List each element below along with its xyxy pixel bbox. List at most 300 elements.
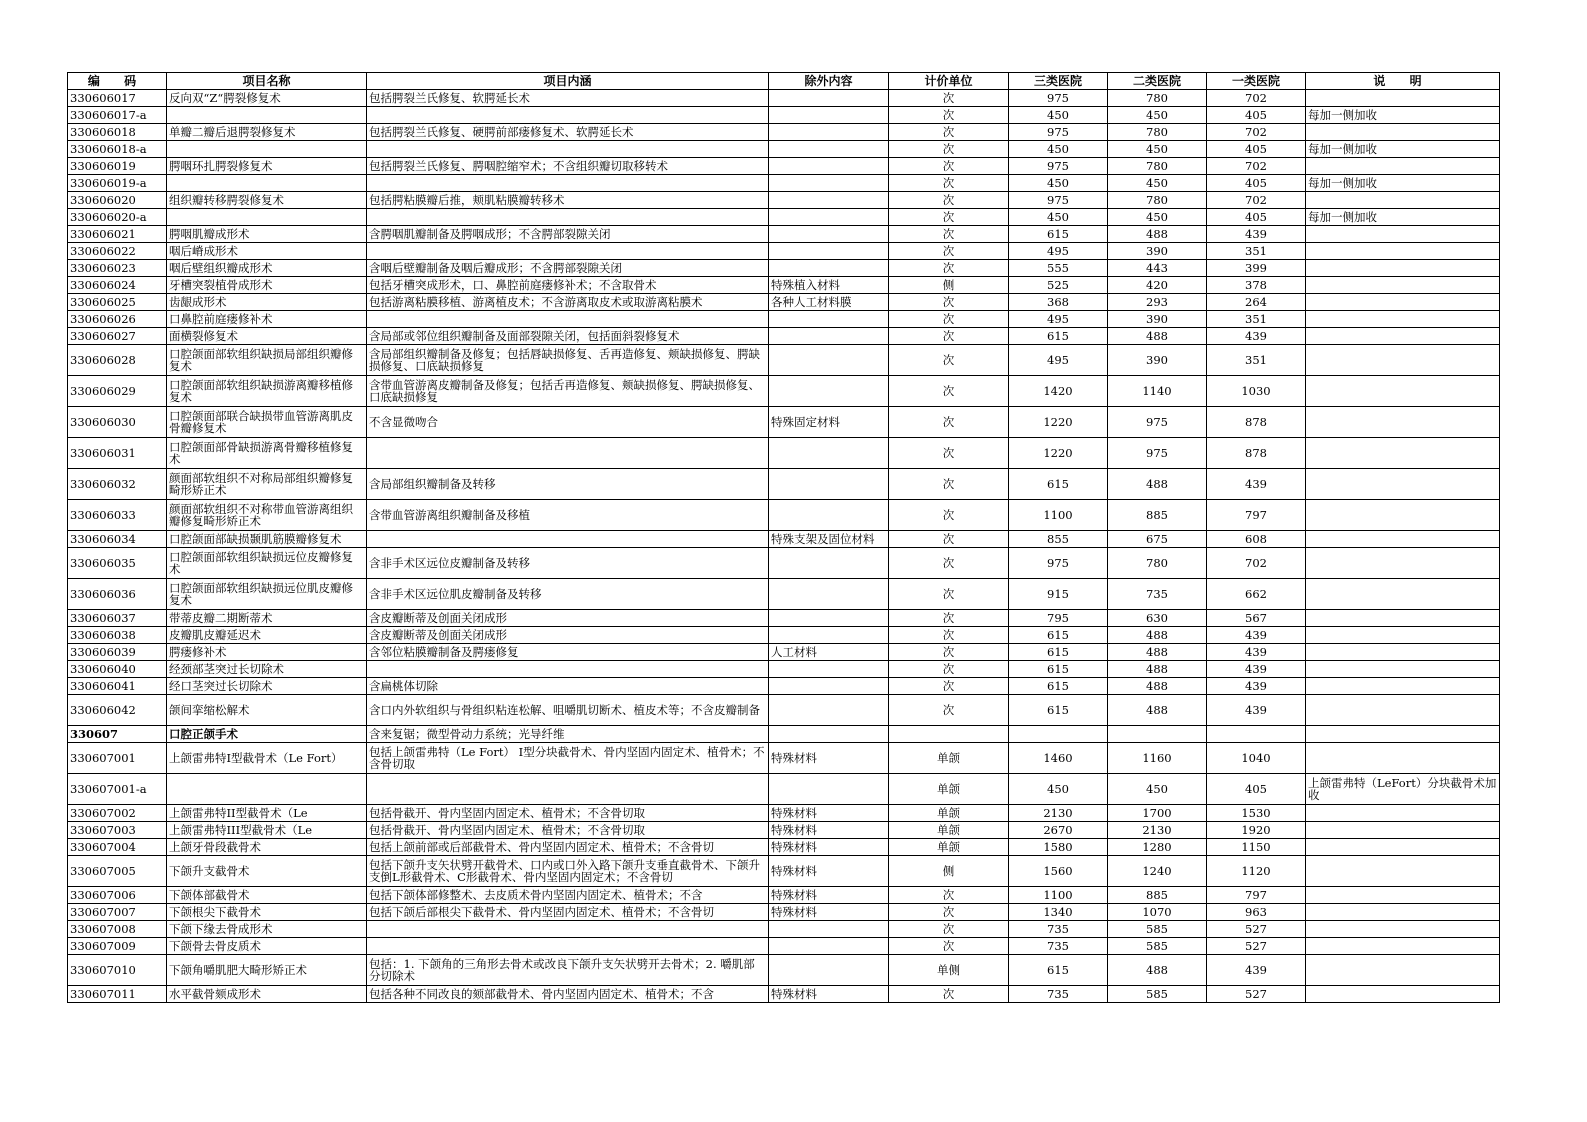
cell-price-class3: 1340 bbox=[1009, 904, 1108, 921]
table-row bbox=[68, 294, 1500, 311]
cell-price-class2: 488 bbox=[1108, 678, 1207, 695]
cell-code: 330607004 bbox=[68, 839, 167, 856]
cell-unit: 次 bbox=[889, 141, 1009, 158]
cell-note: 每加一侧加收 bbox=[1306, 141, 1500, 158]
cell-price-class1: 405 bbox=[1207, 774, 1306, 805]
cell-name: 口腔颌面部联合缺损带血管游离肌皮骨瓣修复术 bbox=[167, 407, 367, 438]
cell-price-class1: 963 bbox=[1207, 904, 1306, 921]
header-code: 编 码 bbox=[68, 73, 167, 90]
cell-price-class2: 443 bbox=[1108, 260, 1207, 277]
cell-code: 330606039 bbox=[68, 644, 167, 661]
cell-price-class1: 378 bbox=[1207, 277, 1306, 294]
cell-price-class1: 797 bbox=[1207, 887, 1306, 904]
cell-price-class2: 780 bbox=[1108, 192, 1207, 209]
cell-price-class1: 702 bbox=[1207, 192, 1306, 209]
cell-note bbox=[1306, 839, 1500, 856]
table-row bbox=[68, 661, 1500, 678]
cell-unit: 次 bbox=[889, 124, 1009, 141]
table-row bbox=[68, 887, 1500, 904]
cell-unit: 次 bbox=[889, 192, 1009, 209]
cell-unit: 次 bbox=[889, 294, 1009, 311]
cell-code: 330606020 bbox=[68, 192, 167, 209]
cell-exclude: 特殊材料 bbox=[769, 986, 889, 1003]
cell-price-class1: 439 bbox=[1207, 469, 1306, 500]
cell-price-class3: 735 bbox=[1009, 986, 1108, 1003]
cell-note bbox=[1306, 192, 1500, 209]
cell-content: 包括上颌前部或后部截骨术、骨内坚固内固定术、植骨术；不含骨切 bbox=[367, 839, 769, 856]
cell-name: 单瓣二瓣后退腭裂修复术 bbox=[167, 124, 367, 141]
cell-name: 口腔正颌手术 bbox=[167, 726, 367, 743]
cell-price-class1: 264 bbox=[1207, 294, 1306, 311]
cell-unit: 次 bbox=[889, 438, 1009, 469]
cell-note: 每加一侧加收 bbox=[1306, 107, 1500, 124]
cell-code: 330606033 bbox=[68, 500, 167, 531]
cell-price-class3: 2670 bbox=[1009, 822, 1108, 839]
cell-exclude bbox=[769, 500, 889, 531]
cell-code: 330606027 bbox=[68, 328, 167, 345]
cell-code: 330606022 bbox=[68, 243, 167, 260]
cell-name: 经颈部茎突过长切除术 bbox=[167, 661, 367, 678]
cell-price-class2: 450 bbox=[1108, 107, 1207, 124]
cell-exclude bbox=[769, 209, 889, 226]
cell-price-class3: 1580 bbox=[1009, 839, 1108, 856]
cell-content: 不含显微吻合 bbox=[367, 407, 769, 438]
cell-name: 口腔颌面部软组织缺损游离瓣移植修复术 bbox=[167, 376, 367, 407]
cell-price-class2: 488 bbox=[1108, 644, 1207, 661]
cell-price-class1: 439 bbox=[1207, 955, 1306, 986]
cell-price-class2: 390 bbox=[1108, 243, 1207, 260]
cell-unit: 次 bbox=[889, 921, 1009, 938]
cell-note bbox=[1306, 90, 1500, 107]
cell-price-class1: 439 bbox=[1207, 644, 1306, 661]
cell-content bbox=[367, 438, 769, 469]
cell-price-class2: 780 bbox=[1108, 124, 1207, 141]
cell-note bbox=[1306, 955, 1500, 986]
cell-price-class1: 439 bbox=[1207, 678, 1306, 695]
cell-exclude: 特殊固定材料 bbox=[769, 407, 889, 438]
cell-code: 330607003 bbox=[68, 822, 167, 839]
cell-exclude: 特殊材料 bbox=[769, 856, 889, 887]
cell-name: 下颌根尖下截骨术 bbox=[167, 904, 367, 921]
table-row bbox=[68, 124, 1500, 141]
cell-note bbox=[1306, 328, 1500, 345]
cell-exclude bbox=[769, 579, 889, 610]
cell-content: 含局部组织瓣制备及修复；包括唇缺损修复、舌再造修复、颊缺损修复、腭缺损修复、口底缺损修复 bbox=[367, 345, 769, 376]
cell-price-class1: 702 bbox=[1207, 124, 1306, 141]
cell-unit: 单侧 bbox=[889, 955, 1009, 986]
cell-name: 齿龈成形术 bbox=[167, 294, 367, 311]
cell-name bbox=[167, 141, 367, 158]
cell-price-class3: 795 bbox=[1009, 610, 1108, 627]
cell-content: 包括腭裂兰氏修复、腭咽腔缩窄术；不含组织瓣切取移转术 bbox=[367, 158, 769, 175]
cell-price-class3: 450 bbox=[1009, 107, 1108, 124]
cell-note bbox=[1306, 579, 1500, 610]
cell-name: 经口茎突过长切除术 bbox=[167, 678, 367, 695]
table-row bbox=[68, 644, 1500, 661]
cell-content bbox=[367, 531, 769, 548]
cell-code: 330607007 bbox=[68, 904, 167, 921]
header-exclude: 除外内容 bbox=[769, 73, 889, 90]
cell-exclude: 特殊材料 bbox=[769, 805, 889, 822]
cell-unit: 次 bbox=[889, 260, 1009, 277]
cell-code: 330607009 bbox=[68, 938, 167, 955]
cell-exclude: 特殊材料 bbox=[769, 743, 889, 774]
table-row bbox=[68, 548, 1500, 579]
cell-code: 330607006 bbox=[68, 887, 167, 904]
cell-content: 含咽后壁瓣制备及咽后瓣成形；不含腭部裂隙关闭 bbox=[367, 260, 769, 277]
cell-unit: 次 bbox=[889, 175, 1009, 192]
cell-content: 含局部或邻位组织瓣制备及面部裂隙关闭，包括面斜裂修复术 bbox=[367, 328, 769, 345]
cell-unit: 单颌 bbox=[889, 743, 1009, 774]
cell-price-class2: 675 bbox=[1108, 531, 1207, 548]
cell-exclude bbox=[769, 774, 889, 805]
table-row bbox=[68, 141, 1500, 158]
cell-name bbox=[167, 107, 367, 124]
cell-note bbox=[1306, 644, 1500, 661]
cell-unit: 次 bbox=[889, 107, 1009, 124]
cell-code: 330606042 bbox=[68, 695, 167, 726]
cell-price-class2: 488 bbox=[1108, 328, 1207, 345]
cell-price-class2: 780 bbox=[1108, 90, 1207, 107]
cell-content: 包括各种不同改良的颏部截骨术、骨内坚固内固定术、植骨术；不含 bbox=[367, 986, 769, 1003]
cell-name: 组织瓣转移腭裂修复术 bbox=[167, 192, 367, 209]
cell-price-class1: 702 bbox=[1207, 548, 1306, 579]
cell-unit: 次 bbox=[889, 644, 1009, 661]
cell-price-class2: 780 bbox=[1108, 158, 1207, 175]
cell-exclude: 特殊材料 bbox=[769, 887, 889, 904]
cell-exclude bbox=[769, 260, 889, 277]
cell-unit: 次 bbox=[889, 226, 1009, 243]
cell-price-class1: 878 bbox=[1207, 407, 1306, 438]
cell-name: 口腔颌面部软组织缺损局部组织瓣修复术 bbox=[167, 345, 367, 376]
cell-content: 包括下颌后部根尖下截骨术、骨内坚固内固定术、植骨术；不含骨切 bbox=[367, 904, 769, 921]
table-row bbox=[68, 986, 1500, 1003]
cell-code: 330606032 bbox=[68, 469, 167, 500]
cell-content bbox=[367, 175, 769, 192]
cell-price-class2: 585 bbox=[1108, 986, 1207, 1003]
cell-name: 皮瓣肌皮瓣延迟术 bbox=[167, 627, 367, 644]
cell-code: 330606029 bbox=[68, 376, 167, 407]
cell-note bbox=[1306, 531, 1500, 548]
cell-exclude bbox=[769, 243, 889, 260]
cell-content: 包括上颌雷弗特（Le Fort） I型分块截骨术、骨内坚固内固定术、植骨术；不含骨切取 bbox=[367, 743, 769, 774]
cell-code: 330606020-a bbox=[68, 209, 167, 226]
cell-code: 330607011 bbox=[68, 986, 167, 1003]
cell-content bbox=[367, 938, 769, 955]
cell-name: 牙槽突裂植骨成形术 bbox=[167, 277, 367, 294]
cell-price-class1: 405 bbox=[1207, 107, 1306, 124]
cell-content: 含带血管游离皮瓣制备及修复；包括舌再造修复、颊缺损修复、腭缺损修复、口底缺损修复 bbox=[367, 376, 769, 407]
cell-code: 330606019 bbox=[68, 158, 167, 175]
cell-price-class2: 450 bbox=[1108, 209, 1207, 226]
cell-content: 包括腭裂兰氏修复、软腭延长术 bbox=[367, 90, 769, 107]
cell-code: 330607001-a bbox=[68, 774, 167, 805]
cell-price-class3: 525 bbox=[1009, 277, 1108, 294]
cell-exclude bbox=[769, 955, 889, 986]
cell-exclude bbox=[769, 661, 889, 678]
cell-unit: 次 bbox=[889, 345, 1009, 376]
cell-exclude bbox=[769, 107, 889, 124]
table-row bbox=[68, 955, 1500, 986]
cell-content: 包括骨截开、骨内坚固内固定术、植骨术；不含骨切取 bbox=[367, 822, 769, 839]
table-row bbox=[68, 328, 1500, 345]
cell-content: 含口内外软组织与骨组织粘连松解、咀嚼肌切断术、植皮术等；不含皮瓣制备 bbox=[367, 695, 769, 726]
cell-price-class1: 405 bbox=[1207, 209, 1306, 226]
cell-name: 颜面部软组织不对称带血管游离组织瓣修复畸形矫正术 bbox=[167, 500, 367, 531]
cell-note bbox=[1306, 661, 1500, 678]
cell-price-class3: 495 bbox=[1009, 311, 1108, 328]
cell-price-class1: 567 bbox=[1207, 610, 1306, 627]
cell-price-class2: 1160 bbox=[1108, 743, 1207, 774]
cell-name: 口鼻腔前庭瘘修补术 bbox=[167, 311, 367, 328]
cell-exclude bbox=[769, 124, 889, 141]
cell-price-class1: 878 bbox=[1207, 438, 1306, 469]
cell-price-class2: 488 bbox=[1108, 661, 1207, 678]
cell-unit: 次 bbox=[889, 904, 1009, 921]
cell-price-class3 bbox=[1009, 726, 1108, 743]
cell-price-class3: 615 bbox=[1009, 644, 1108, 661]
cell-price-class2: 1070 bbox=[1108, 904, 1207, 921]
cell-name: 上颌雷弗特I型截骨术（Le Fort） bbox=[167, 743, 367, 774]
cell-price-class3: 495 bbox=[1009, 243, 1108, 260]
cell-name: 口腔颌面部骨缺损游离骨瓣移植修复术 bbox=[167, 438, 367, 469]
cell-name: 上颌牙骨段截骨术 bbox=[167, 839, 367, 856]
cell-price-class3: 495 bbox=[1009, 345, 1108, 376]
table-row bbox=[68, 531, 1500, 548]
cell-price-class3: 450 bbox=[1009, 141, 1108, 158]
cell-note bbox=[1306, 226, 1500, 243]
cell-note bbox=[1306, 856, 1500, 887]
cell-content: 包括：1. 下颌角的三角形去骨术或改良下颌升支矢状劈开去骨术；2. 嚼肌部分切除术 bbox=[367, 955, 769, 986]
section-row bbox=[68, 726, 1500, 743]
cell-name: 下颌体部截骨术 bbox=[167, 887, 367, 904]
cell-code: 330606018 bbox=[68, 124, 167, 141]
cell-name: 水平截骨颏成形术 bbox=[167, 986, 367, 1003]
cell-exclude bbox=[769, 311, 889, 328]
cell-note bbox=[1306, 743, 1500, 774]
header-row bbox=[68, 73, 1500, 90]
cell-name: 颜面部软组织不对称局部组织瓣修复畸形矫正术 bbox=[167, 469, 367, 500]
cell-price-class1: 527 bbox=[1207, 921, 1306, 938]
cell-note bbox=[1306, 260, 1500, 277]
cell-price-class3: 975 bbox=[1009, 192, 1108, 209]
cell-unit: 次 bbox=[889, 243, 1009, 260]
table-row bbox=[68, 277, 1500, 294]
cell-price-class1: 1040 bbox=[1207, 743, 1306, 774]
cell-price-class2: 780 bbox=[1108, 548, 1207, 579]
cell-exclude bbox=[769, 726, 889, 743]
table-row bbox=[68, 226, 1500, 243]
cell-exclude bbox=[769, 345, 889, 376]
cell-note bbox=[1306, 887, 1500, 904]
cell-price-class2: 488 bbox=[1108, 226, 1207, 243]
table-row bbox=[68, 627, 1500, 644]
cell-price-class2: 450 bbox=[1108, 141, 1207, 158]
cell-content bbox=[367, 141, 769, 158]
cell-name: 上颌雷弗特III型截骨术（Le bbox=[167, 822, 367, 839]
cell-code: 330606036 bbox=[68, 579, 167, 610]
cell-price-class3: 975 bbox=[1009, 548, 1108, 579]
header-price-class1: 一类医院 bbox=[1207, 73, 1306, 90]
cell-exclude bbox=[769, 141, 889, 158]
cell-name: 下颌骨去骨皮质术 bbox=[167, 938, 367, 955]
cell-code: 330607001 bbox=[68, 743, 167, 774]
table-row bbox=[68, 345, 1500, 376]
cell-unit: 次 bbox=[889, 500, 1009, 531]
cell-price-class3: 450 bbox=[1009, 774, 1108, 805]
cell-code: 330606030 bbox=[68, 407, 167, 438]
cell-code: 330606028 bbox=[68, 345, 167, 376]
cell-note bbox=[1306, 438, 1500, 469]
cell-note bbox=[1306, 243, 1500, 260]
header-unit: 计价单位 bbox=[889, 73, 1009, 90]
cell-price-class2: 735 bbox=[1108, 579, 1207, 610]
cell-unit: 次 bbox=[889, 531, 1009, 548]
cell-content: 包括腭裂兰氏修复、硬腭前部瘘修复术、软腭延长术 bbox=[367, 124, 769, 141]
cell-note bbox=[1306, 726, 1500, 743]
cell-price-class3: 1100 bbox=[1009, 500, 1108, 531]
cell-unit: 单颌 bbox=[889, 805, 1009, 822]
cell-content: 含皮瓣断蒂及创面关闭成形 bbox=[367, 610, 769, 627]
table-row bbox=[68, 90, 1500, 107]
cell-unit: 次 bbox=[889, 938, 1009, 955]
cell-exclude: 特殊植入材料 bbox=[769, 277, 889, 294]
cell-price-class1: 702 bbox=[1207, 158, 1306, 175]
cell-exclude bbox=[769, 678, 889, 695]
table-row bbox=[68, 243, 1500, 260]
cell-unit: 次 bbox=[889, 579, 1009, 610]
cell-price-class1: 351 bbox=[1207, 345, 1306, 376]
table-row bbox=[68, 938, 1500, 955]
cell-code: 330606026 bbox=[68, 311, 167, 328]
cell-price-class3: 615 bbox=[1009, 678, 1108, 695]
cell-exclude bbox=[769, 226, 889, 243]
cell-note bbox=[1306, 678, 1500, 695]
cell-content bbox=[367, 243, 769, 260]
cell-content bbox=[367, 921, 769, 938]
cell-price-class1: 405 bbox=[1207, 141, 1306, 158]
cell-price-class1: 439 bbox=[1207, 226, 1306, 243]
cell-price-class2: 488 bbox=[1108, 627, 1207, 644]
cell-note bbox=[1306, 407, 1500, 438]
cell-unit: 次 bbox=[889, 158, 1009, 175]
cell-code: 330606031 bbox=[68, 438, 167, 469]
cell-unit: 次 bbox=[889, 209, 1009, 226]
table-row bbox=[68, 500, 1500, 531]
cell-note bbox=[1306, 376, 1500, 407]
cell-price-class3: 1220 bbox=[1009, 407, 1108, 438]
cell-content bbox=[367, 107, 769, 124]
cell-price-class2: 488 bbox=[1108, 695, 1207, 726]
cell-note bbox=[1306, 695, 1500, 726]
cell-price-class3: 615 bbox=[1009, 627, 1108, 644]
cell-exclude bbox=[769, 695, 889, 726]
cell-price-class3: 450 bbox=[1009, 209, 1108, 226]
cell-price-class1: 797 bbox=[1207, 500, 1306, 531]
cell-price-class1: 405 bbox=[1207, 175, 1306, 192]
cell-content bbox=[367, 661, 769, 678]
cell-price-class2: 630 bbox=[1108, 610, 1207, 627]
cell-note bbox=[1306, 311, 1500, 328]
cell-price-class3: 615 bbox=[1009, 226, 1108, 243]
cell-price-class3: 975 bbox=[1009, 124, 1108, 141]
cell-code: 330606024 bbox=[68, 277, 167, 294]
table-row bbox=[68, 192, 1500, 209]
cell-note bbox=[1306, 500, 1500, 531]
cell-price-class3: 1100 bbox=[1009, 887, 1108, 904]
cell-content: 含来复锯；微型骨动力系统；光导纤维 bbox=[367, 726, 769, 743]
cell-price-class3: 615 bbox=[1009, 469, 1108, 500]
cell-unit: 次 bbox=[889, 469, 1009, 500]
cell-note bbox=[1306, 610, 1500, 627]
cell-exclude bbox=[769, 627, 889, 644]
cell-price-class3: 555 bbox=[1009, 260, 1108, 277]
cell-price-class2: 975 bbox=[1108, 438, 1207, 469]
cell-price-class1: 1530 bbox=[1207, 805, 1306, 822]
cell-note bbox=[1306, 345, 1500, 376]
cell-note bbox=[1306, 548, 1500, 579]
cell-price-class3: 615 bbox=[1009, 328, 1108, 345]
cell-exclude bbox=[769, 610, 889, 627]
cell-unit: 侧 bbox=[889, 856, 1009, 887]
table-row bbox=[68, 407, 1500, 438]
cell-exclude bbox=[769, 548, 889, 579]
cell-note: 每加一侧加收 bbox=[1306, 175, 1500, 192]
cell-name: 腭咽肌瓣成形术 bbox=[167, 226, 367, 243]
cell-unit: 次 bbox=[889, 376, 1009, 407]
table-row bbox=[68, 921, 1500, 938]
cell-code: 330606018-a bbox=[68, 141, 167, 158]
cell-code: 330607008 bbox=[68, 921, 167, 938]
table-row bbox=[68, 904, 1500, 921]
cell-exclude bbox=[769, 938, 889, 955]
cell-price-class3: 450 bbox=[1009, 175, 1108, 192]
cell-note bbox=[1306, 904, 1500, 921]
cell-content bbox=[367, 311, 769, 328]
cell-code: 330606040 bbox=[68, 661, 167, 678]
cell-code: 330606017 bbox=[68, 90, 167, 107]
cell-content: 包括下颌体部修整术、去皮质术骨内坚固内固定术、植骨术；不含 bbox=[367, 887, 769, 904]
cell-name: 下颌角嚼肌肥大畸形矫正术 bbox=[167, 955, 367, 986]
cell-price-class1: 439 bbox=[1207, 627, 1306, 644]
cell-content: 含非手术区远位肌皮瓣制备及转移 bbox=[367, 579, 769, 610]
cell-code: 330606037 bbox=[68, 610, 167, 627]
header-name: 项目名称 bbox=[167, 73, 367, 90]
cell-name: 反向双“Z“腭裂修复术 bbox=[167, 90, 367, 107]
cell-price-class2: 585 bbox=[1108, 921, 1207, 938]
cell-exclude: 特殊材料 bbox=[769, 822, 889, 839]
cell-price-class2: 585 bbox=[1108, 938, 1207, 955]
table-row bbox=[68, 175, 1500, 192]
cell-price-class2: 2130 bbox=[1108, 822, 1207, 839]
cell-price-class1: 527 bbox=[1207, 938, 1306, 955]
cell-name: 咽后壁组织瓣成形术 bbox=[167, 260, 367, 277]
cell-code: 330606041 bbox=[68, 678, 167, 695]
cell-unit: 次 bbox=[889, 695, 1009, 726]
cell-price-class3: 1420 bbox=[1009, 376, 1108, 407]
cell-note: 上颌雷弗特（LeFort）分块截骨术加收 bbox=[1306, 774, 1500, 805]
cell-price-class3: 735 bbox=[1009, 921, 1108, 938]
cell-price-class3: 975 bbox=[1009, 158, 1108, 175]
table-row bbox=[68, 209, 1500, 226]
cell-price-class2: 1280 bbox=[1108, 839, 1207, 856]
cell-name: 面横裂修复术 bbox=[167, 328, 367, 345]
cell-price-class1: 662 bbox=[1207, 579, 1306, 610]
cell-exclude bbox=[769, 438, 889, 469]
cell-code: 330606021 bbox=[68, 226, 167, 243]
cell-unit: 次 bbox=[889, 548, 1009, 579]
cell-note bbox=[1306, 805, 1500, 822]
